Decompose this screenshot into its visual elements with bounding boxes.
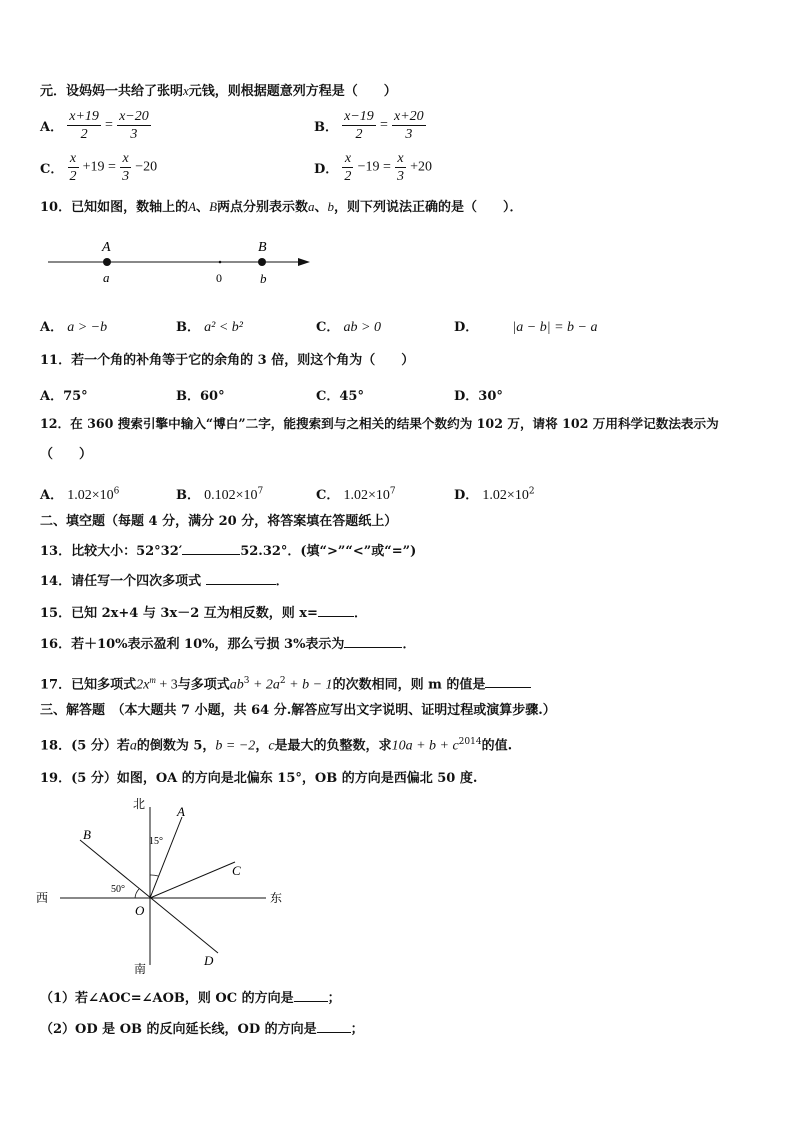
q17-poly2-b-exp: 2: [279, 676, 286, 686]
q11-stem: 11．若一个角的补角等于它的余角的 3 倍，则这个角为（ ）: [40, 353, 415, 368]
q18-expr-exp: 2014: [458, 737, 482, 747]
angle-arc-50: [135, 889, 139, 898]
q9-option-d[interactable]: [314, 150, 432, 185]
fraction: [68, 150, 79, 185]
q14-answer-blank[interactable]: [206, 571, 276, 585]
label-angle-50: 50°: [111, 884, 125, 895]
option-text: 75°: [63, 389, 88, 404]
q11-option-a[interactable]: [40, 385, 88, 404]
q10-option-b[interactable]: [176, 316, 243, 336]
frac-num: x: [120, 150, 131, 168]
q17: [40, 671, 531, 694]
label-value-a: a: [103, 270, 110, 285]
option-exp: 6: [113, 486, 120, 497]
angle-arc-15: [150, 875, 158, 876]
option-base: 1.02×10: [482, 488, 529, 503]
option-label: B．: [176, 389, 200, 404]
option-mid: −19 =: [357, 159, 391, 175]
q15-post: ．: [353, 606, 367, 621]
frac-den: 3: [405, 127, 413, 142]
q18-var-a: a: [129, 738, 137, 754]
q15-answer-blank[interactable]: [318, 603, 354, 617]
q18: [40, 733, 512, 755]
label-east: 东: [270, 891, 283, 905]
q18-post: 的值.: [481, 738, 513, 754]
label-c: C: [232, 863, 241, 878]
option-tail: −20: [135, 159, 158, 175]
option-label: D．: [454, 389, 479, 404]
q18-var-c: c: [268, 738, 275, 754]
number-line-diagram: [40, 232, 330, 292]
option-label: C．: [316, 488, 340, 503]
label-o: O: [135, 903, 145, 918]
q14: [40, 571, 289, 591]
q12-option-a[interactable]: [40, 484, 119, 504]
q17-post: 的次数相同，则 m 的值是: [332, 677, 486, 693]
label-point-b: B: [258, 240, 267, 255]
q13-post: 52.32°．(填“>”“<”或“=”): [240, 544, 417, 559]
q15-pre: 15．已知 2x+4 与 3x－2 互为相反数，则 x=: [40, 606, 318, 621]
q10-option-c[interactable]: [316, 316, 381, 336]
option-text: 30°: [478, 389, 503, 404]
label-d: D: [204, 953, 214, 968]
ray-oc: [150, 862, 235, 898]
q17-poly1-exp: m: [149, 675, 156, 685]
q12-stem: 12．在 360 搜索引擎中输入“博白”二字，能搜索到与之相关的结果个数约为 102 万，请将 102 万用科学记数法表示为: [40, 416, 719, 431]
frac-num: x: [68, 150, 79, 168]
q10-stem-a: 10．已知如图，数轴上的: [40, 200, 189, 215]
fraction: [67, 108, 101, 143]
q16-pre: 16．若＋10%表示盈利 10%，那么亏损 3%表示为: [40, 637, 345, 652]
number-line-arrow-icon: [298, 258, 310, 266]
q19-sub1-pre: （1）若∠AOC=∠AOB，则 OC 的方向是: [40, 991, 294, 1006]
origin-dot: [219, 261, 222, 264]
fraction: [342, 108, 376, 143]
option-label: A．: [40, 120, 64, 135]
q19-sub1-answer-blank[interactable]: [294, 988, 328, 1002]
frac-num: x: [395, 150, 406, 168]
option-label: C．: [40, 162, 64, 177]
q19-sub2: [40, 1019, 364, 1039]
option-expr: a > −b: [67, 320, 108, 335]
q9-option-c[interactable]: [40, 150, 157, 185]
frac-den: 2: [80, 127, 88, 142]
q15: [40, 603, 367, 623]
q18-mid1: 的倒数为 5，: [136, 738, 216, 754]
option-label: C．: [316, 320, 340, 335]
option-base: 1.02×10: [67, 488, 114, 503]
q13-answer-blank[interactable]: [182, 541, 240, 555]
frac-num: x−20: [119, 109, 149, 124]
q19-sub1: [40, 988, 341, 1008]
fraction: [117, 108, 151, 143]
option-exp: 7: [389, 486, 396, 497]
fraction: [342, 150, 353, 185]
q9-option-b[interactable]: B． $\frac{x-19}{2}$ = $\frac{x+20}{3}$: [314, 109, 424, 142]
q10-stem-b: 两点分别表示数: [217, 200, 309, 215]
option-label: D．: [454, 488, 479, 503]
ray-ob-od: [80, 840, 218, 953]
q9-var: x: [183, 83, 189, 98]
option-label: A．: [40, 389, 64, 404]
q16-answer-blank[interactable]: [344, 634, 402, 648]
q13-pre: 13．比较大小：52°32′: [40, 544, 183, 559]
point-a-dot: [103, 258, 111, 266]
q18-b-eq: b = −2: [215, 738, 256, 754]
option-label: B．: [314, 120, 338, 135]
q14-post: ．: [275, 574, 289, 589]
q9-stem-text: 元．设妈妈一共给了张明: [40, 84, 184, 99]
q18-pre: 18．(5 分）若: [40, 738, 130, 754]
q17-poly2-exp: 3: [243, 676, 250, 686]
option-label: B．: [176, 320, 200, 335]
frac-num: x: [342, 150, 353, 168]
option-tail: +20: [410, 159, 433, 175]
point-b-dot: [258, 258, 266, 266]
q9-stem: [40, 82, 397, 101]
label-zero: 0: [216, 271, 222, 285]
q9-option-a[interactable]: A． $\frac{x+19}{2}$ = $\frac{x-20}{3}$: [40, 109, 149, 142]
ray-oa: [150, 817, 182, 898]
q19-sub2-answer-blank[interactable]: [317, 1019, 351, 1033]
option-base: 1.02×10: [343, 488, 390, 503]
q11-option-c[interactable]: [316, 385, 364, 404]
q19-sub1-post: ；: [327, 991, 341, 1006]
fraction: [120, 150, 131, 185]
q12-option-d[interactable]: [454, 484, 535, 504]
label-south: 南: [134, 962, 147, 976]
q9-stem-end: 元钱，则根据题意列方程是（ ）: [188, 84, 397, 99]
option-base: 0.102×10: [204, 488, 258, 503]
q19-stem: 19．(5 分）如图，OA 的方向是北偏东 15°，OB 的方向是西偏北 50 度.: [40, 771, 478, 786]
q12-option-c[interactable]: [316, 484, 396, 504]
q18-mid3: 是最大的负整数，求: [274, 738, 392, 754]
q18-mid2: ，: [255, 738, 269, 754]
q11-option-d[interactable]: [454, 385, 503, 404]
label-b: B: [83, 827, 91, 842]
q12-stem-2: （ ）: [40, 447, 93, 462]
frac-den: 3: [397, 169, 404, 184]
frac-den: 2: [344, 169, 352, 184]
q12-option-b[interactable]: [176, 484, 263, 504]
option-label: A．: [40, 488, 64, 503]
q16-post: ．: [402, 637, 416, 652]
label-a: A: [177, 804, 185, 819]
label-north: 北: [133, 797, 146, 811]
frac-den: 2: [355, 127, 363, 142]
label-value-b: b: [260, 271, 267, 286]
section-heading-fill-in: 二、填空题（每题 4 分，满分 20 分，将答案填在答题纸上）: [40, 514, 398, 529]
q17-poly2-tail: + b − 1: [285, 677, 333, 693]
option-mid: +19 =: [82, 159, 116, 175]
frac-num: x+19: [69, 109, 99, 124]
fraction: [395, 150, 406, 185]
label-west: 西: [36, 891, 49, 905]
frac-num: x+20: [394, 109, 424, 124]
q14-pre: 14．请任写一个四次多项式: [40, 574, 202, 589]
q10-sep: 、: [196, 200, 210, 215]
q17-answer-blank[interactable]: [485, 674, 531, 688]
option-label: A．: [40, 320, 64, 335]
q11-option-b[interactable]: [176, 385, 225, 404]
q10-var-a: a: [308, 199, 315, 214]
option-exp: 2: [528, 486, 535, 497]
frac-num: x−19: [344, 109, 374, 124]
label-point-a: A: [102, 240, 111, 255]
q10-stem: [40, 198, 523, 217]
option-label: C．: [316, 389, 340, 404]
q10-option-a[interactable]: [40, 316, 107, 336]
option-label: B．: [176, 488, 200, 503]
section-heading-solve: 三、解答题 （本大题共 7 小题，共 64 分.解答应写出文字说明、证明过程或演算步骤.）: [40, 703, 556, 718]
fraction: [392, 108, 426, 143]
frac-den: 2: [69, 169, 77, 184]
label-angle-15: 15°: [149, 836, 163, 847]
q17-poly1: 2x: [136, 677, 150, 693]
option-expr: ab > 0: [343, 320, 381, 335]
option-label: D．: [454, 320, 479, 335]
q17-poly2-b: + 2a: [249, 677, 280, 693]
q10-option-d[interactable]: [454, 316, 597, 336]
q10-var-b: b: [327, 199, 335, 214]
compass-diagram: [30, 795, 300, 980]
option-text: 60°: [200, 389, 225, 404]
option-exp: 7: [257, 486, 264, 497]
frac-den: 3: [122, 169, 130, 184]
q17-poly2: ab: [229, 677, 244, 693]
q17-pre: 17．已知多项式: [40, 677, 137, 693]
q19-sub2-post: ；: [350, 1022, 364, 1037]
q13: [40, 541, 416, 561]
q10-point-b: B: [209, 199, 218, 214]
option-expr: |a − b| = b − a: [512, 320, 598, 335]
frac-den: 3: [130, 127, 138, 142]
q19-sub2-pre: （2）OD 是 OB 的反向延长线，OD 的方向是: [40, 1022, 317, 1037]
q17-poly1-tail: + 3: [155, 677, 178, 693]
q10-point-a: A: [188, 199, 197, 214]
q17-mid: 与多项式: [177, 677, 230, 693]
q10-stem-c: ，则下列说法正确的是（ ）．: [334, 200, 523, 215]
q18-expr: 10a + b + c: [391, 738, 459, 754]
q16: [40, 634, 415, 654]
q10-sep: 、: [314, 200, 328, 215]
option-expr: a² < b²: [204, 320, 243, 335]
option-text: 45°: [339, 389, 364, 404]
option-label: D．: [314, 162, 339, 177]
